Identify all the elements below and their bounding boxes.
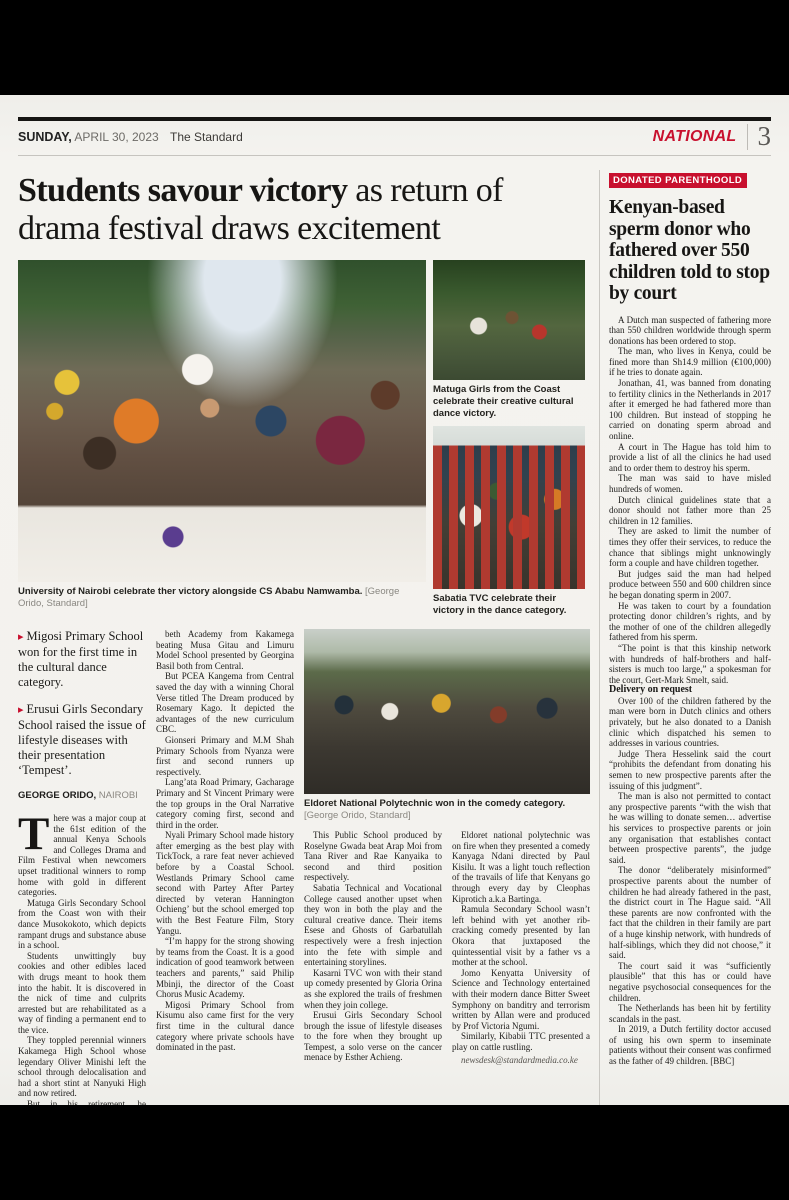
paragraph: Sabatia Technical and Vocational College caused another upset when they won in both the play and the cultural creative dance. Their items Esese and Ghosts of Garbatullah respectively were a fresh injection into the fete with simple and entertaining storylines.	[304, 882, 442, 968]
article-column-2	[156, 629, 294, 1131]
paragraph: Jomo Kenyatta University of Science and Technology entertained with their modern dance Bitter Sweet Symphony on banditry and terrorism written by Allan were and produced by Prof Victoria Ngumi.	[452, 967, 590, 1031]
letterbox-top	[0, 0, 789, 95]
photo-credit: [George Orido, Standard]	[18, 586, 400, 609]
paragraph: Lang’ata Road Primary, Gacharage Primary and St Vincent Primary were the top groups in the Oral Narrative category coming first, second and third in the order.	[156, 777, 294, 830]
paragraph: A Dutch man suspected of fathering more than 550 children worldwide through sperm donations has been ordered to stop.	[609, 314, 771, 346]
paragraph: The man, who lives in Kenya, could be fined more than Sh14.9 million (€100,000) if he tries to donate again.	[609, 346, 771, 378]
article-column-3	[304, 830, 442, 1065]
paragraph: The Netherlands has been hit by fertility scandals in the past.	[609, 1003, 771, 1024]
paragraph: Dutch clinical guidelines state that a donor should not father more than 25 children in 12 families.	[609, 494, 771, 526]
paragraph: Ramula Secondary School wasn’t left behind with yet another rib-cracking comedy presented by Ian Okora that juxtaposed the quintessential visit by a father vs a mother at the school.	[452, 904, 590, 968]
sabatia-photo-caption: Sabatia TVC celebrate their victory in the dance category.	[433, 593, 567, 616]
article-columns-3-4	[304, 629, 590, 1131]
paragraph: The man was said to have misled hundreds of women.	[609, 473, 771, 494]
paragraph: “The point is that this kinship network with hundreds of half-brothers and half-sisters is much too large,” a spokesman for the court, Gert-Mark Smelt, said.	[609, 642, 771, 685]
paragraph: Judge Thera Hesselink said the court “prohibits the defendant from donating his semen to new prospective parents after the issuing of this judgment”.	[609, 748, 771, 791]
matuga-photo	[433, 260, 585, 380]
paragraph: The donor “deliberately misinformed” prospective parents about the number of children he had already fathered in the past, the district court in The Hague said. “All these parents are now confronted with the fact that the children in their family are part of a huge kinship network, with hundreds of half-siblings, which they did not choose,” it said.	[609, 865, 771, 961]
byline-location: NAIROBI	[96, 790, 138, 801]
paragraph: They are asked to limit the number of times they offer their services, to reduce the chance that siblings might unknowingly form a couple and have children together.	[609, 526, 771, 569]
bullet-text: Erusui Girls Secondary School raised the issue of lifestyle diseases with their presentation ‘Tempest’.	[18, 702, 146, 777]
paragraph: A court in The Hague has told him to provide a list of all the clinics he had used and to order them to destroy his sperm.	[609, 441, 771, 473]
paragraph: Nyali Primary School made history after emerging as the best play with TickTock, a rare feat never achieved before by a Coastal School. Westlands Primary School came second with Partey After Partey directed by veteran Hannington Ochieng’ but the school emerged top with the Best Feature Film, Story Yangu.	[156, 830, 294, 936]
column-4-paragraphs	[452, 830, 590, 1052]
side-article-kicker: DONATED PARENTHOOLD	[609, 173, 747, 188]
paragraph: Erusui Girls Secondary School brough the issue of lifestyle diseases to the fore when they brought up Tempest, a solo verse on the cancer menace by Esther Achieng.	[304, 1010, 442, 1063]
paragraph: The court said it was “sufficiently plausible” that this has or could have negative psychosocial consequences for the children.	[609, 960, 771, 1003]
paragraph: Eldoret national polytechnic was on fire when they presented a comedy Kanyaga Ndani directed by Paul Kisilu. It was a light touch reflection of the travails of life that Kenyans go through every day by Cleophas Kiprotich a.k.a Bartinga.	[452, 830, 590, 904]
side-article-body-bottom	[609, 696, 771, 1067]
side-article-subhead: Delivery on request	[609, 684, 693, 696]
side-article	[599, 170, 771, 1131]
masthead-date: APRIL 30, 2023	[74, 129, 159, 144]
masthead-paper-name: The Standard	[170, 129, 243, 144]
byline-author: GEORGE ORIDO,	[18, 790, 97, 801]
paragraph: They toppled perennial winners Kakamega High School whose legendary Oliver Minishi left the school through delocalisation and had a short stint at Nanyuki High and now retired.	[18, 1035, 146, 1099]
section-label: NATIONAL	[652, 127, 737, 145]
main-article	[18, 170, 590, 1131]
bullet-arrow-icon: ▸	[18, 704, 24, 716]
masthead	[18, 95, 771, 156]
paragraph: Matuga Girls Secondary School from the Coast won with their dance Musokokoto, which depicts rampant drugs and substance abuse in a school.	[18, 897, 146, 951]
right-photo-stack	[433, 260, 585, 617]
main-headline	[18, 172, 583, 248]
bullet-text: Migosi Primary School won for the first time in the cultural dance category.	[18, 629, 144, 689]
paragraph: “I’m happy for the strong showing by teams from the Coast. It is a good indication of good teamwork between teachers and parents,” said Philip Mbinji, the director of the Coast Chorus Music Academy.	[156, 936, 294, 1000]
paragraph: Migosi Primary School from Kisumu also came first for the very first time in the cultural dance category where private schools have dominated in the past.	[156, 999, 294, 1053]
article-column-4	[452, 830, 590, 1065]
bullet-item	[18, 629, 146, 690]
paragraph: Over 100 of the children fathered by the man were born in Dutch clinics and others privately, but he also donated to a Danish clinic which dispatched his semen to addresses in various countries.	[609, 695, 771, 749]
side-article-headline: Kenyan-based sperm donor who fathered over 550 children told to stop by court	[609, 197, 770, 304]
paragraph: In 2019, a Dutch fertility doctor accused of using his own sperm to inseminate patients without their consent was confirmed as the father of 49 children. [BBC]	[609, 1024, 771, 1067]
newsdesk-email: newsdesk@standardmedia.co.ke	[461, 1055, 578, 1066]
main-photo-caption	[18, 586, 426, 610]
photo-credit: [George Orido, Standard]	[304, 810, 411, 821]
main-photo	[18, 260, 426, 582]
paragraph: Jonathan, 41, was banned from donating to fertility clinics in the Netherlands in 2017 after it emerged he had fathered more than 100 children. But instead of stopping he carried on donating sperm abroad and online.	[609, 378, 771, 442]
letterbox-bottom	[0, 1105, 789, 1200]
masthead-divider	[747, 124, 748, 150]
drop-cap: T	[18, 808, 50, 860]
side-article-body-top	[609, 315, 771, 686]
paragraph: But judges said the man had helped produce between 550 and 600 children since he began donating sperm in 2007.	[609, 568, 771, 600]
column-1-paragraphs	[18, 898, 146, 1131]
article-column-1	[18, 629, 146, 1131]
headline-regular-part: as return of drama festival draws excitement	[18, 172, 503, 247]
paragraph: Similarly, Kibabii TTC presented a play on cattle rustling.	[452, 1031, 590, 1052]
caption-text: Eldoret National Polytechnic won in the comedy category.	[304, 798, 566, 809]
masthead-dateline	[18, 130, 243, 144]
headline-bold-part: Students savour victory	[18, 172, 348, 209]
photo-row	[18, 260, 590, 617]
paragraph: Students unwittingly buy cookies and other edibles laced with drugs meant to hook them into the habit. It is discovered in the nick of time and culprits arrested but are rehabilitated as a way of finding a permanent end to the vice.	[18, 950, 146, 1035]
page-number: 3	[757, 121, 771, 151]
byline	[18, 790, 146, 801]
masthead-day: SUNDAY,	[18, 129, 72, 144]
paragraph: But PCEA Kangema from Central saved the day with a winning Choral Verse titled The Dream produced by Rosemary Kago. It depicted the advantages of the new curriculum CBC.	[156, 671, 294, 735]
masthead-rule-thin	[18, 155, 771, 156]
paragraph: beth Academy from Kakamega beating Musa Gitau and Limuru Model School presented by Georgina Basil both from Central.	[156, 629, 294, 671]
eldoret-photo-caption	[304, 798, 590, 822]
bullet-arrow-icon: ▸	[18, 631, 24, 643]
paragraph: Gionseri Primary and M.M Shah Primary Schools from Nyanza were first and second runners up respectively.	[156, 734, 294, 777]
sabatia-photo	[433, 426, 585, 589]
paragraph: This Public School produced by Roselyne Gwada beat Arap Moi from Tana River and Rae Kanyaika to second and third position respectively.	[304, 830, 442, 883]
lead-text: here was a major coup at the 61st edition of the annual Kenya Schools and Colleges Drama and Film Festival when newcomers upset traditional winners to romp home with gold in different categories.	[18, 813, 146, 898]
eldoret-photo	[304, 629, 590, 794]
paragraph: He was taken to court by a foundation protecting donor children’s rights, and by the mother of one of the children allegedly fathered from his sperm.	[609, 600, 771, 643]
paragraph: Kasarni TVC won with their stand up comedy presented by Gloria Orina as she explored the trails of freshmen when they join college.	[304, 967, 442, 1010]
paragraph: The man is also not permitted to contact any prospective parents “with the wish that he was willing to donate semen… advertise his services to prospective parents or join any organisation that establishes contact between prospective parents”, the judge said.	[609, 791, 771, 865]
bullet-item	[18, 702, 146, 778]
newspaper-page	[0, 95, 789, 1105]
caption-text: University of Nairobi celebrate ther victory alongside CS Ababu Namwamba.	[18, 586, 366, 597]
article-bullets	[18, 629, 146, 778]
matuga-photo-caption: Matuga Girls from the Coast celebrate their creative cultural dance victory.	[433, 384, 574, 419]
lead-paragraph	[18, 808, 146, 898]
